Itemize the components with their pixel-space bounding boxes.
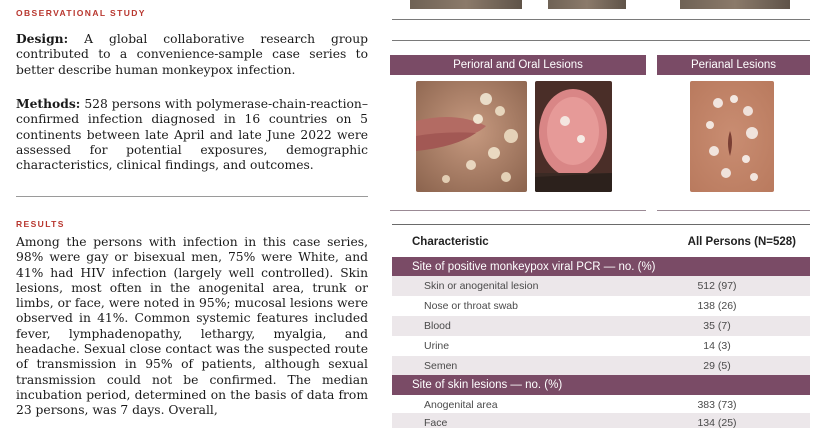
- perioral-panel-base: [390, 210, 646, 211]
- table-row: [392, 395, 810, 415]
- header-characteristic: Characteristic: [412, 236, 489, 248]
- perianal-lesion-photo: [690, 81, 774, 192]
- top-photo-3: [680, 0, 790, 9]
- oral-lesion-photo: [535, 81, 612, 192]
- row-value: 383 (73): [697, 399, 737, 411]
- perioral-lesion-photo: [416, 81, 527, 192]
- row-label: Anogenital area: [424, 399, 498, 411]
- row-value: 35 (7): [703, 320, 731, 332]
- top-photo-2: [548, 0, 626, 9]
- results-paragraph: Among the persons with infection in this case series, 98% were gay or bisexual men, 75% were White, and 41% had HIV infection (largely well controlled). Skin lesions, most often in the anogenital area, trunk or limbs, or face, were noted in 95%; mucosal lesions were observed in 41%. Common systemic features included fever, lymphadenopathy, lethargy, myalgia, and headache. Sexual close contact was the suspected route of transmission in 95% of patients, although sexual transmission could not be confirmed. The median incubation period, determined on the basis of data from 23 persons, was 7 days. Overall,: [16, 235, 368, 418]
- row-label: Urine: [424, 340, 450, 352]
- table-row: [392, 276, 810, 296]
- row-label: Nose or throat swab: [424, 300, 518, 312]
- row-value: 14 (3): [703, 340, 731, 352]
- row-label: Semen: [424, 360, 458, 372]
- methods-label: Methods:: [16, 96, 81, 111]
- design-text: A global collaborative research group contributed to a convenience-sample case series to better describe human monkeypox infection.: [16, 32, 368, 77]
- header-all-persons: All Persons (N=528): [687, 236, 796, 248]
- top-panel-rule: [392, 19, 810, 20]
- table-row: [392, 356, 810, 376]
- group-skin-lesion-site: Site of skin lesions — no. (%): [392, 375, 810, 395]
- row-value: 29 (5): [703, 360, 731, 372]
- table-top-rule: [392, 224, 810, 225]
- left-divider: [16, 196, 368, 197]
- mid-panel-rule: [392, 40, 810, 41]
- perianal-panel-base: [657, 210, 810, 211]
- methods-paragraph: [16, 96, 368, 173]
- row-value: 512 (97): [697, 280, 737, 292]
- row-label: Face: [424, 417, 448, 428]
- results-heading: RESULTS: [16, 219, 65, 229]
- group-pcr-site: Site of positive monkeypox viral PCR — no. (%): [392, 257, 810, 277]
- row-value: 134 (25): [697, 417, 737, 428]
- top-photo-1: [410, 0, 522, 9]
- row-value: 138 (26): [697, 300, 737, 312]
- table-row: [392, 336, 810, 356]
- row-label: Blood: [424, 320, 451, 332]
- table-row: [392, 296, 810, 316]
- design-paragraph: [16, 31, 368, 78]
- observational-study-heading: OBSERVATIONAL STUDY: [16, 8, 146, 18]
- perianal-panel-title: Perianal Lesions: [657, 55, 810, 75]
- methods-text: 528 persons with polymerase-chain-reaction–confirmed infection diagnosed in 16 countries on 5 continents between late April and late June 2022 were assessed for potential exposures, demographic characteristics, clinical findings, and outcomes.: [16, 97, 368, 173]
- perioral-panel-title: Perioral and Oral Lesions: [390, 55, 646, 75]
- row-label: Skin or anogenital lesion: [424, 280, 539, 292]
- table-row: [392, 413, 810, 428]
- table-row: [392, 316, 810, 336]
- design-label: Design:: [16, 31, 69, 46]
